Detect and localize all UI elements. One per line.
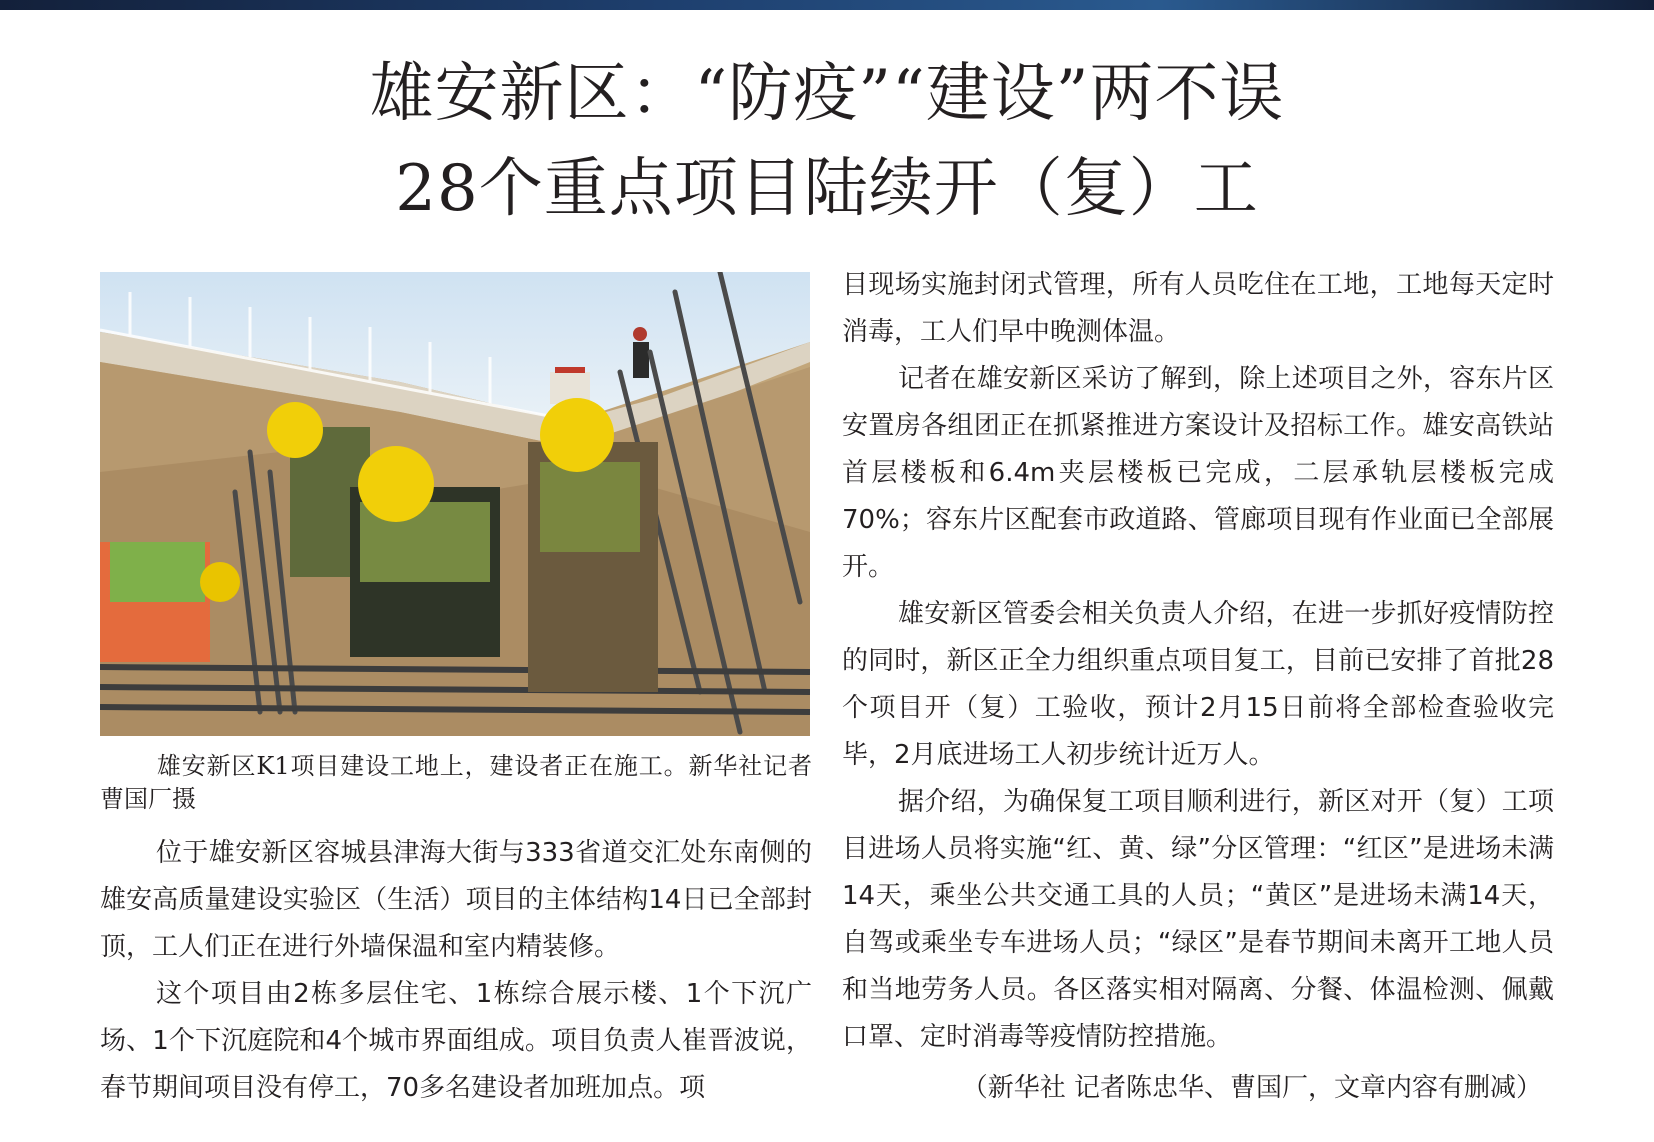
article-left-column <box>100 830 812 1112</box>
photo-caption <box>100 750 812 816</box>
article-right-column <box>842 262 1554 1061</box>
headline-line-1: 雄安新区：“防疫”“建设”两不误 <box>369 57 1285 131</box>
photo-caption-text: 雄安新区K1项目建设工地上，建设者正在施工。新华社记者曹国厂摄 <box>100 752 812 813</box>
article-paragraph: 据介绍，为确保复工项目顺利进行，新区对开（复）工项目进场人员将实施“红、黄、绿”分区管理：“红区”是进场未满14天，乘坐公共交通工具的人员；“黄区”是进场未满14天，自驾或乘坐专车进场人员；“绿区”是春节期间未离开工地人员和当地劳务人员。各区落实相对隔离、分餐、体温检测、佩戴口罩、定时消毒等疫情防控措施。 <box>842 787 1554 1052</box>
headline-line-2: 28个重点项目陆续开（复）工 <box>395 152 1259 226</box>
article-paragraph: 位于雄安新区容城县津海大街与333省道交汇处东南侧的雄安高质量建设实验区（生活）项目的主体结构14日已全部封顶，工人们正在进行外墙保温和室内精装修。 <box>100 838 812 962</box>
article-credit: （新华社 记者陈忠华、曹国厂，文章内容有删减） <box>961 1073 1542 1103</box>
article-paragraph-continuation: 目现场实施封闭式管理，所有人员吃住在工地，工地每天定时消毒，工人们早中晚测体温。 <box>842 270 1554 347</box>
article-paragraph: 记者在雄安新区采访了解到，除上述项目之外，容东片区安置房各组团正在抓紧推进方案设计及招标工作。雄安高铁站首层楼板和6.4m夹层楼板已完成，二层承轨层楼板完成70%；容东片区配套市政道路、管廊项目现有作业面已全部展开。 <box>842 364 1554 582</box>
article-paragraph: 这个项目由2栋多层住宅、1栋综合展示楼、1个下沉广场、1个下沉庭院和4个城市界面组成。项目负责人崔晋波说，春节期间项目没有停工，70多名建设者加班加点。项 <box>100 979 812 1103</box>
construction-site-photo <box>100 272 810 736</box>
photo-illustration <box>100 272 810 736</box>
article-paragraph: 雄安新区管委会相关负责人介绍，在进一步抓好疫情防控的同时，新区正全力组织重点项目复工，目前已安排了首批28个项目开（复）工验收，预计2月15日前将全部检查验收完毕，2月底进场工人初步统计近万人。 <box>842 599 1554 770</box>
top-decorative-bar <box>0 0 1654 10</box>
